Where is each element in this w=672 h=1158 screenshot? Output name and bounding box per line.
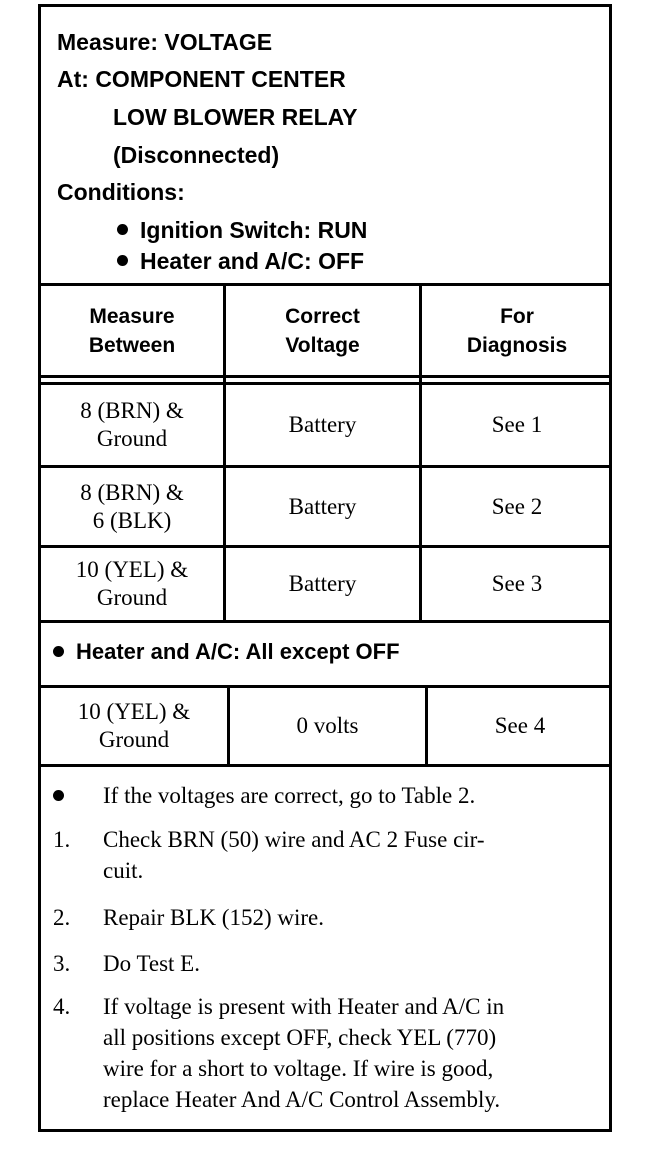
condition-row-text: Heater and A/C: All except OFF bbox=[76, 639, 400, 664]
note-text: If voltage is present with Heater and A/C in all positions except OFF, check YEL (770) wire for a short to voltage. If wire is good, replace Heater And A/C Control Assembly. bbox=[103, 994, 505, 1112]
table-row-voltage: Battery bbox=[288, 571, 357, 596]
note-item-2 bbox=[41, 902, 609, 936]
note-bullet bbox=[41, 780, 609, 814]
table-row-measure-between: 8 (BRN) & Ground bbox=[80, 398, 184, 451]
note-text: If the voltages are correct, go to Table 2. bbox=[103, 783, 476, 808]
table-row-voltage: Battery bbox=[288, 412, 357, 437]
table-row-diagnosis: See 4 bbox=[494, 713, 546, 738]
table-row-measure-between: 10 (YEL) & Ground bbox=[77, 699, 191, 752]
divider bbox=[41, 620, 609, 623]
note-number: 4. bbox=[53, 994, 71, 1019]
table-row-diagnosis: See 2 bbox=[491, 493, 543, 519]
note-number: 3. bbox=[53, 951, 71, 976]
diagnostic-table-frame bbox=[38, 4, 612, 1132]
condition-item bbox=[117, 246, 364, 276]
condition-item bbox=[117, 215, 367, 245]
table-row-voltage: 0 volts bbox=[296, 713, 359, 738]
column-header-measure-between: Measure Between bbox=[88, 304, 176, 357]
divider bbox=[41, 764, 609, 767]
measure-label: Measure: VOLTAGE bbox=[57, 29, 273, 55]
column-header-for-diagnosis: For Diagnosis bbox=[466, 304, 568, 357]
note-text: Do Test E. bbox=[103, 951, 200, 976]
bullet-icon bbox=[117, 224, 128, 235]
conditions-label: Conditions: bbox=[57, 179, 185, 205]
bullet-icon bbox=[53, 790, 64, 801]
at-label: At: COMPONENT CENTER bbox=[57, 66, 346, 92]
table-row-voltage: Battery bbox=[288, 493, 357, 519]
note-text: Repair BLK (152) wire. bbox=[103, 905, 324, 930]
test-header bbox=[41, 7, 609, 283]
divider bbox=[41, 375, 609, 378]
condition-text: Ignition Switch: RUN bbox=[140, 217, 368, 243]
condition-text: Heater and A/C: OFF bbox=[140, 248, 365, 274]
condition-row bbox=[53, 637, 400, 667]
note-number: 2. bbox=[53, 905, 71, 930]
table-row-measure-between: 10 (YEL) & Ground bbox=[75, 557, 189, 610]
column-header-correct-voltage: Correct Voltage bbox=[285, 304, 360, 357]
table-row-measure-between: 8 (BRN) & 6 (BLK) bbox=[80, 479, 184, 533]
note-item-4 bbox=[41, 991, 609, 1123]
note-number: 1. bbox=[53, 827, 71, 852]
component-state: (Disconnected) bbox=[113, 142, 280, 168]
component-name: LOW BLOWER RELAY bbox=[113, 104, 358, 130]
note-item-1 bbox=[41, 824, 609, 890]
bullet-icon bbox=[117, 255, 128, 266]
table-row-diagnosis: See 1 bbox=[491, 412, 543, 437]
bullet-icon bbox=[53, 646, 64, 657]
note-text: Check BRN (50) wire and AC 2 Fuse cir- cuit. bbox=[103, 827, 485, 883]
table-row-diagnosis: See 3 bbox=[491, 571, 543, 596]
note-item-3 bbox=[41, 948, 609, 982]
